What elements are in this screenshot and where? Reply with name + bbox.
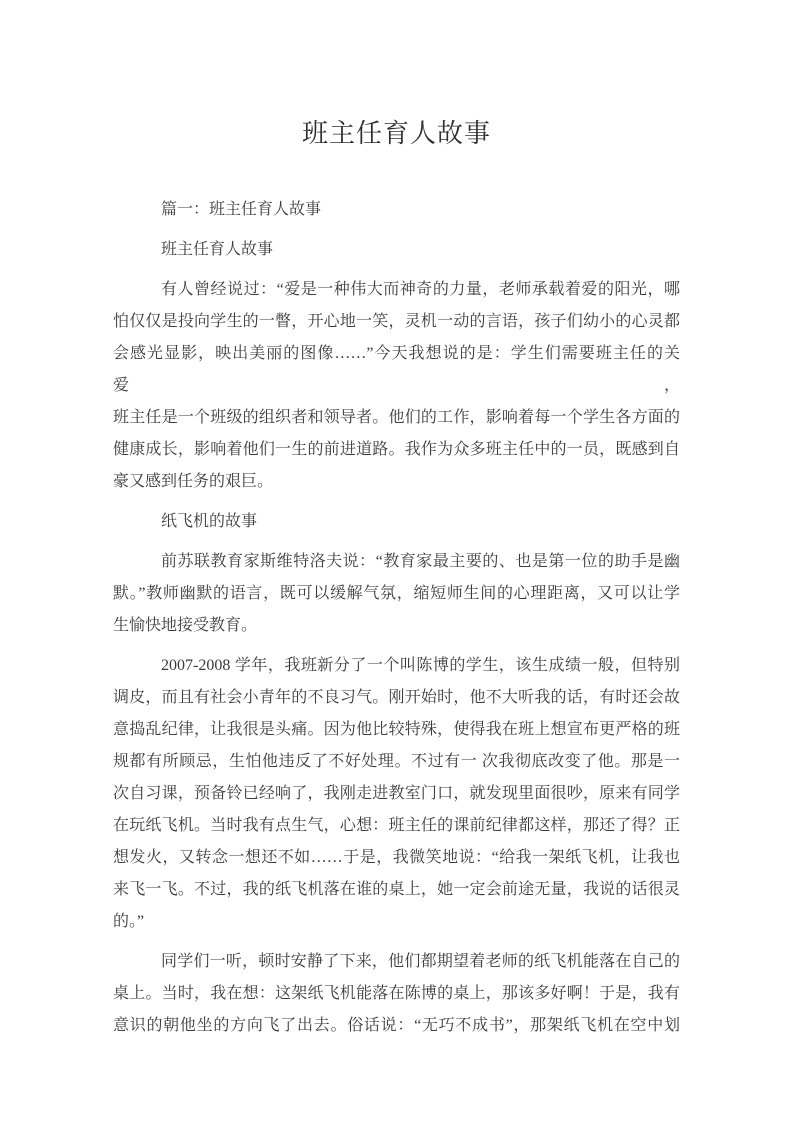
paragraph-body bbox=[113, 546, 680, 642]
text-line: 班主任育人故事 bbox=[161, 241, 274, 258]
document-body bbox=[113, 194, 680, 1042]
paragraph-meta bbox=[113, 194, 680, 226]
paragraph-body bbox=[113, 650, 680, 938]
paragraph-subheading bbox=[113, 506, 680, 538]
paragraph-meta bbox=[113, 234, 680, 266]
text-line: 有人曾经说过：“爱是一种伟大而神奇的力量，老师承载着爱的阳光，哪 bbox=[161, 281, 680, 298]
document-title: 班主任育人故事 bbox=[301, 118, 491, 148]
text-line: 同学们一听，顿时安静了下来，他们都期望着老师的纸飞机能落在自己的 bbox=[161, 953, 680, 970]
text-line: 生愉快地接受教育。 bbox=[113, 617, 258, 634]
text-line: 怕仅仅是投向学生的一瞥，开心地一笑，灵机一动的言语，孩子们幼小的心灵都 bbox=[113, 313, 680, 330]
text-line: 意识的朝他坐的方向飞了出去。俗话说：“无巧不成书”，那架纸飞机在空中划 bbox=[113, 1017, 680, 1034]
text-line: 在玩纸飞机。当时我有点生气，心想：班主任的课前纪律都这样，那还了得？正 bbox=[113, 817, 680, 834]
text-line: 班主任是一个班级的组织者和领导者。他们的工作，影响着每一个学生各方面的 bbox=[113, 409, 680, 426]
paragraph-body bbox=[113, 274, 680, 498]
text-line: 来飞一飞。不过，我的纸飞机落在谁的桌上，她一定会前途无量，我说的话很灵 bbox=[113, 881, 680, 898]
text-line: 前苏联教育家斯维特洛夫说：“教育家最主要的、也是第一位的助手是幽 bbox=[161, 553, 680, 570]
text-line: 默。”教师幽默的语言，既可以缓解气氛，缩短师生间的心理距离，又可以让学 bbox=[113, 585, 680, 602]
text-line: 纸飞机的故事 bbox=[161, 513, 258, 530]
text-line: 2007-2008 学年，我班新分了一个叫陈博的学生，该生成绩一般，但特别 bbox=[161, 657, 680, 674]
text-line: 豪又感到任务的艰巨。 bbox=[113, 473, 274, 490]
text-line: 健康成长，影响着他们一生的前进道路。我作为众多班主任中的一员，既感到自 bbox=[113, 441, 680, 458]
text-line: 规都有所顾忌，生怕他违反了不好处理。不过有一 次我彻底改变了他。那是一 bbox=[113, 753, 680, 770]
text-line: 调皮，而且有社会小青年的不良习气。刚开始时，他不大听我的话，有时还会故 bbox=[113, 689, 680, 706]
text-line: 会感光显影，映出美丽的图像……”今天我想说的是：学生们需要班主任的关爱， bbox=[113, 345, 680, 394]
text-line: 桌上。当时，我在想：这架纸飞机能落在陈博的桌上，那该多好啊！于是，我有 bbox=[113, 985, 680, 1002]
text-line: 次自习课，预备铃已经响了，我刚走进教室门口，就发现里面很吵，原来有同学 bbox=[113, 785, 680, 802]
text-line: 意捣乱纪律，让我很是头痛。因为他比较特殊，使得我在班上想宣布更严格的班 bbox=[113, 721, 680, 738]
text-line: 篇一：班主任育人故事 bbox=[161, 201, 322, 218]
text-line: 想发火，又转念一想还不如……于是，我微笑地说：“给我一架纸飞机，让我也 bbox=[113, 849, 680, 866]
paragraph-body bbox=[113, 946, 680, 1042]
text-line: 的。” bbox=[113, 913, 145, 930]
